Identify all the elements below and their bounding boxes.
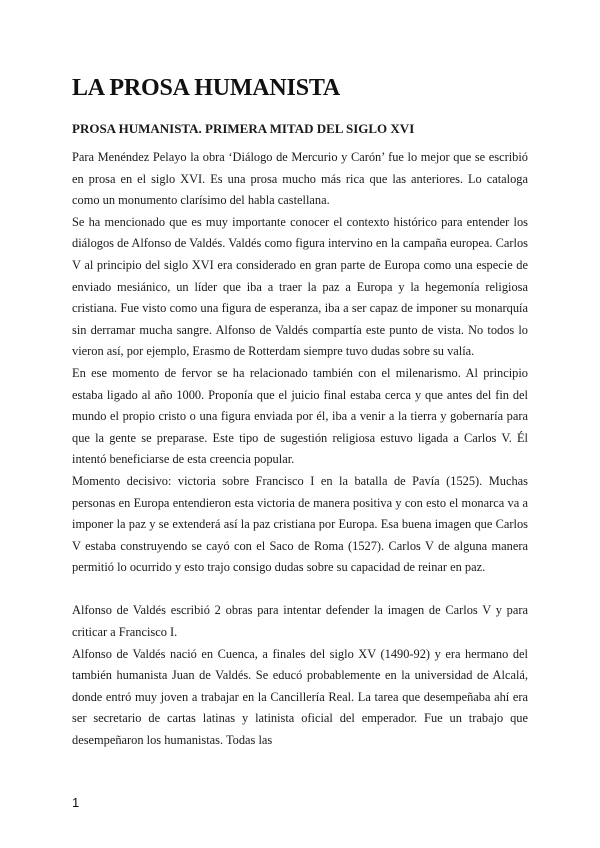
document-body [72, 147, 528, 752]
paragraph-historical-context: Se ha mencionado que es muy importante conocer el contexto histórico para entender los diálogos de Alfonso de Valdés. Valdés como figura intervino en la campaña europea. Carlos V al principio del siglo XVI era considerado en gran parte de Europa como una especie de enviado mesiánico, un líder que iba a traer la paz a Europa y la hegemonía religiosa cristiana. Fue visto como una figura de esperanza, iba a ser capaz de imponer su monarquía sin derramar mucha sangre. Alfonso de Valdés compartía este punto de vista. No todos lo vieron así, por ejemplo, Erasmo de Rotterdam siempre tuvo dudas sobre su valía. [72, 214, 528, 359]
page-number: 1 [72, 795, 80, 810]
document-title: LA PROSA HUMANISTA [72, 75, 340, 101]
paragraph-spacer [72, 579, 528, 601]
section-subtitle: PROSA HUMANISTA. PRIMERA MITAD DEL SIGLO XVI [72, 121, 415, 136]
paragraph-biography: Alfonso de Valdés nació en Cuenca, a finales del siglo XV (1490-92) y era hermano del también humanista Juan de Valdés. Se educó probablemente en la universidad de Alcalá, donde entró muy joven a trabajar en la Cancillería Real. La tarea que desempeñaba ahí era ser secretario de cartas latinas y latinista oficial del emperador. Fue un trabajo que desempeñaron los humanistas. Todas las [72, 646, 528, 748]
paragraph-pavia: Momento decisivo: victoria sobre Francisco I en la batalla de Pavía (1525). Muchas personas en Europa entendieron esta victoria de manera positiva y con esto el monarca va a imponer la paz y se extenderá así la paz cristiana por Europa. Esa buena imagen que Carlos V estaba construyendo se cayó con el Saco de Roma (1527). Carlos V de alguna manera permitió lo ocurrido y esto trajo consigo dudas sobre su capacidad de reinar en paz. [72, 473, 528, 575]
paragraph-milenarismo: En ese momento de fervor se ha relacionado también con el milenarismo. Al principio estaba ligado al año 1000. Proponía que el juicio final estaba cerca y que antes del fin del mundo el propio cristo o una figura enviada por él, iba a venir a la tierra y gobernaría para que la gente se preparase. Este tipo de sugestión religiosa estuvo ligada a Carlos V. Él intentó beneficiarse de esta creencia popular. [72, 365, 528, 467]
paragraph-menendez-pelayo: Para Menéndez Pelayo la obra ‘Diálogo de Mercurio y Carón’ fue lo mejor que se escribió en prosa en el siglo XVI. Es una prosa mucho más rica que las anteriores. Lo cataloga como un monumento clarísimo del habla castellana. [72, 150, 528, 208]
paragraph-two-works: Alfonso de Valdés escribió 2 obras para intentar defender la imagen de Carlos V y para criticar a Francisco I. [72, 603, 528, 640]
